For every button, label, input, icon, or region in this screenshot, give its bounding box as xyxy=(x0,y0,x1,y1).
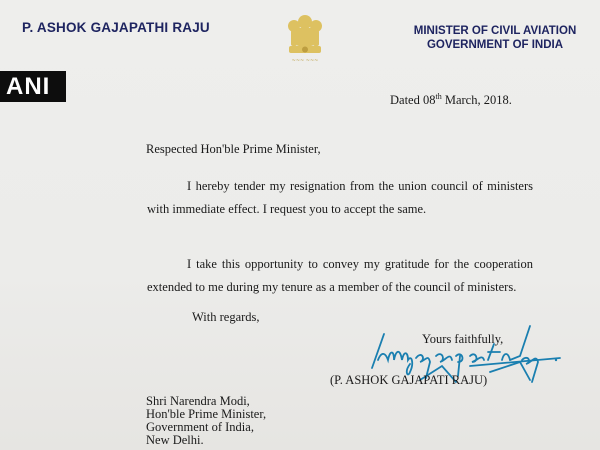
addressee-line-3: Government of India, xyxy=(146,420,254,434)
date-ordinal: th xyxy=(435,92,442,101)
addressee-block xyxy=(146,395,266,447)
addressee-line-1: Shri Narendra Modi, xyxy=(146,394,250,408)
paragraph-gratitude: I take this opportunity to convey my gratitude for the cooperation extended to me during my tenure as a member of the council of ministers. xyxy=(147,257,533,294)
signatory-name: (P. ASHOK GAJAPATI RAJU) xyxy=(330,373,488,387)
designation-line-2: GOVERNMENT OF INDIA xyxy=(426,39,564,51)
svg-text:~~~ ~~~: ~~~ ~~~ xyxy=(291,58,319,64)
addressee-line-4: New Delhi. xyxy=(146,433,204,447)
paragraph-resignation: I hereby tender my resignation from the union council of ministers with immediate effect. I request you to accept the same. xyxy=(147,179,533,216)
letterhead-designation xyxy=(400,24,590,52)
letterhead-name: P. ASHOK GAJAPATHI RAJU xyxy=(22,20,210,35)
ani-watermark-logo: ANI xyxy=(0,71,66,102)
letter-date xyxy=(390,92,512,108)
closing-yours-faithfully: Yours faithfully, xyxy=(422,332,504,346)
closing-regards: With regards, xyxy=(192,310,260,324)
addressee-line-2: Hon'ble Prime Minister, xyxy=(146,407,267,421)
designation-line-1: MINISTER OF CIVIL AVIATION xyxy=(413,25,577,37)
date-rest: March, 2018. xyxy=(441,93,512,108)
date-prefix: Dated 08 xyxy=(390,93,436,108)
national-emblem-icon xyxy=(282,10,328,68)
salutation: Respected Hon'ble Prime Minister, xyxy=(146,142,321,156)
